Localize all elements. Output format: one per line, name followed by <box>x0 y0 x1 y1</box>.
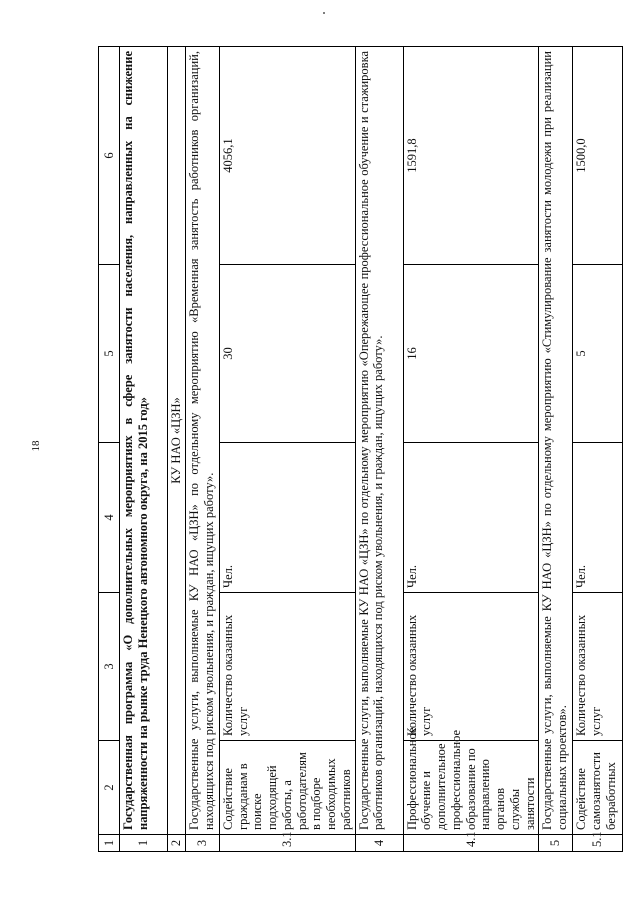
quantity-value: 30 <box>219 265 355 443</box>
section-3-title: Государственные услуги, выполняемые КУ НАО «ЦЗН» по отдельному мероприятию «Временная занятость работников организаций, находящихся под риском увольнения, и граждан, ищущих работу». <box>185 47 219 835</box>
indicator-name: Количество оказанных услуг <box>219 593 355 741</box>
row-executor <box>168 47 186 852</box>
header-cell-6: 6 <box>99 47 120 265</box>
service-name: Содействие самозанятости безработных <box>573 741 623 835</box>
row-program <box>120 47 168 852</box>
indicator-name: Количество оказанных услуг <box>403 593 539 741</box>
page-number: 18 <box>30 440 42 452</box>
quantity-value: 16 <box>403 265 539 443</box>
row-number: 5.1 <box>573 835 623 852</box>
section-4-title: Государственные услуги, выполняемые КУ НАО «ЦЗН» по отдельному мероприятию «Опережающее профессиональное обучение и стажировка работников организаций, находящихся под риском увольнения, и граждан, ищущих работу». <box>355 47 403 835</box>
programs-table <box>98 46 623 852</box>
amount-value: 1500,0 <box>573 47 623 265</box>
row-section-5 <box>539 47 573 852</box>
header-cell-1: 1 <box>99 835 120 852</box>
row-section-3 <box>185 47 219 852</box>
row-section-4 <box>355 47 403 852</box>
unit: Чел. <box>573 443 623 593</box>
row-number: 5 <box>539 835 573 852</box>
row-item-3-1 <box>219 47 355 852</box>
header-cell-2: 2 <box>99 741 120 835</box>
row-number: 3 <box>185 835 219 852</box>
row-number: 3.1 <box>219 835 355 852</box>
service-name: Профессиональное обучение и дополнительное профессиональное образование по направлению органов службы занятости <box>403 741 539 835</box>
service-name: Содействие гражданам в поиске подходящей работы, а работодателям в подборе необходимых работников <box>219 741 355 835</box>
unit: Чел. <box>403 443 539 593</box>
amount-value: 4056,1 <box>219 47 355 265</box>
row-item-4-1 <box>403 47 539 852</box>
row-number: 1 <box>120 835 168 852</box>
header-cell-3: 3 <box>99 593 120 741</box>
document-table-page <box>98 47 623 852</box>
header-row <box>99 47 120 852</box>
scan-speck <box>323 12 325 14</box>
row-number: 2 <box>168 835 186 852</box>
quantity-value: 5 <box>573 265 623 443</box>
unit: Чел. <box>219 443 355 593</box>
indicator-name: Количество оказанных услуг <box>573 593 623 741</box>
amount-value: 1591,8 <box>403 47 539 265</box>
header-cell-4: 4 <box>99 443 120 593</box>
program-title: Государственная программа «О дополнительных мероприятиях в сфере занятости населения, направленных на снижение напряженности на рынке труда Ненецкого автономного округа, на 2015 год» <box>120 47 168 835</box>
header-cell-5: 5 <box>99 265 120 443</box>
row-number: 4.1 <box>403 835 539 852</box>
executor-name: КУ НАО «ЦЗН» <box>168 47 186 835</box>
row-item-5-1 <box>573 47 623 852</box>
row-number: 4 <box>355 835 403 852</box>
section-5-title: Государственные услуги, выполняемые КУ НАО «ЦЗН» по отдельному мероприятию «Стимулирование занятости молодежи при реализации социальных проектов». <box>539 47 573 835</box>
